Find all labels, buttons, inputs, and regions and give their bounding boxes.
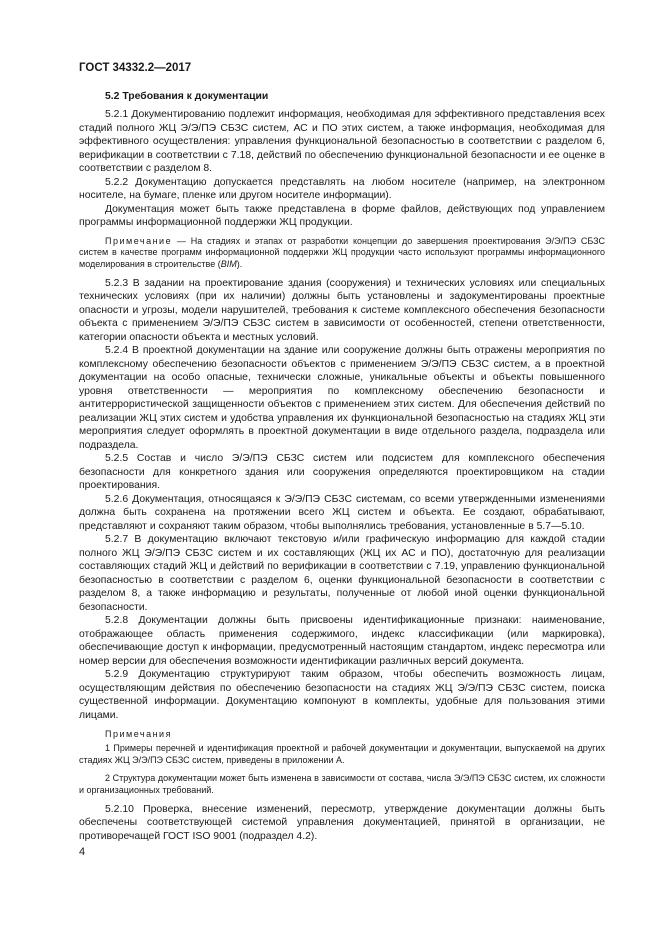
standard-header: ГОСТ 34332.2—2017 xyxy=(79,62,192,74)
section-title: 5.2 Требования к документации xyxy=(105,91,269,102)
paragraph-5-2-7: 5.2.7 В документацию включают текстовую и/или графическую информацию для каждой стадии полного ЖЦ Э/Э/ПЭ СБЗС систем и их составляющих (ЖЦ их АС и ПО), достаточную для реализации составляющих стадий ЖЦ и действий по верификации в соответствии с 7.19, управлению функциональной безопасностью в соответствии с разделом 6, оценки функциональной безопасности в соответствии с разделом 8, а также информацию и результаты, полученные от любой иной оценки функциональной безопасности. xyxy=(79,534,605,613)
paragraph-5-2-6: 5.2.6 Документация, относящаяся к Э/Э/ПЭ СБЗС системам, со всеми утвержденными изменениями должна быть сохранена на протяжении всего ЖЦ систем и объекта. Ее создают, обрабатывают, представляют и сохраняют таким образом, чтобы выполнялись требования, установленные в 5.7—5.10. xyxy=(79,493,605,532)
paragraph-5-2-9: 5.2.9 Документацию структурируют таким образом, чтобы обеспечить возможность лицам, осуществляющим действия по обеспечению безопасности на стадиях ЖЦ Э/Э/ПЭ СБЗС систем, поиска существенной информации. Документацию компонуют в комплекты, удобные для пользования этими лицами. xyxy=(79,669,605,721)
paragraph-5-2-5: 5.2.5 Состав и число Э/Э/ПЭ СБЗС систем или подсистем для комплексного обеспечения безопасности для конкретного здания или сооружения определяются проектировщиком на стадии проектирования. xyxy=(79,453,605,492)
note-bim xyxy=(79,236,605,271)
paragraph-5-2-1: 5.2.1 Документированию подлежит информация, необходимая для эффективного представления всех стадий полного ЖЦ Э/Э/ПЭ СБЗС систем, АС и ПО этих систем, а также информация, необходимая для эффективного осуществления: управления функциональной безопасностью в соответствии с разделом 6, верификации в соответствии с 7.18, действий по обеспечению функциональной безопасности и ее оценке в соответствии с разделом 8. xyxy=(79,109,605,174)
paragraph-5-2-2-cont: Документация может быть также представлена в форме файлов, действующих под управлением программы информационной поддержки ЖЦ продукции. xyxy=(79,203,605,228)
note-item-2: 2 Структура документации может быть изменена в зависимости от состава, числа Э/Э/ПЭ СБЗС систем, их сложности и организационных требований. xyxy=(79,772,605,795)
paragraph-5-2-8: 5.2.8 Документации должны быть присвоены идентификационные признаки: наименование, отображающее область применения содержимого, индекс классификации (или маркировка), обеспечивающие доступ к информации, предусмотренный настоящим стандартом, индекс пересмотра или номер версии для обеспечения возможности идентификации различных версий документа. xyxy=(79,615,605,667)
note-text: — На стадиях и этапах от разработки концепции до завершения проектирования Э/Э/ПЭ СБЗС систем в качестве программ информационной поддержки ЖЦ продукции часто используют программы информационного моделирования в строительстве ( xyxy=(79,235,605,270)
paragraph-5-2-3: 5.2.3 В задании на проектирование здания (сооружения) и технических условиях или специальных технических условиях (при их наличии) должны быть установлены и задокументированы проектные опасности и угрозы, модели нарушителей, требования к системе комплексного обеспечения безопасности объекта с применением Э/Э/ПЭ СБЗС систем в зависимости от особенностей, степени ответственности, категории опасности объекта и местных условий. xyxy=(79,277,605,343)
section-content xyxy=(79,90,605,843)
paragraph-5-2-4: 5.2.4 В проектной документации на здание или сооружение должны быть отражены мероприятия по комплексному обеспечению безопасности объектов с применением Э/Э/ПЭ СБЗС систем, а в проектной документации на особо опасные, технически сложные, уникальные объекты и объекты повышенного уровня ответственности — мероприятия по комплексному обеспечению безопасности и антитеррористической защищенности объектов с применением этих систем. Для обеспечения действий по реализации ЖЦ этих систем и удобства управления их функциональной безопасностью на стадиях ЖЦ эти мероприятия следует оформлять в проектной документации в виде отдельного раздела, подраздела или подраздела. xyxy=(79,345,605,451)
paragraph-5-2-2: 5.2.2 Документацию допускается представлять на любом носителе (например, на электронном носителе, на бумаге, пленке или другом носителе информации). xyxy=(79,176,605,201)
note-item-1: 1 Примеры перечней и идентификация проектной и рабочей документации и документации, выпускаемой на других стадиях ЖЦ Э/Э/ПЭ СБЗС систем, приведены в приложении А. xyxy=(79,743,605,766)
note-lead: Примечание xyxy=(105,235,173,246)
note-italic: BIM xyxy=(220,259,237,270)
paragraph-5-2-10: 5.2.10 Проверка, внесение изменений, пересмотр, утверждение документации должны быть обеспечены соответствующей системой управления документацией, принятой в организации, не противоречащей ГОСТ ISO 9001 (подраздел 4.2). xyxy=(79,803,605,842)
note-end: ). xyxy=(236,259,243,270)
notes-heading: Примечания xyxy=(105,729,172,740)
page-number: 4 xyxy=(79,846,86,858)
